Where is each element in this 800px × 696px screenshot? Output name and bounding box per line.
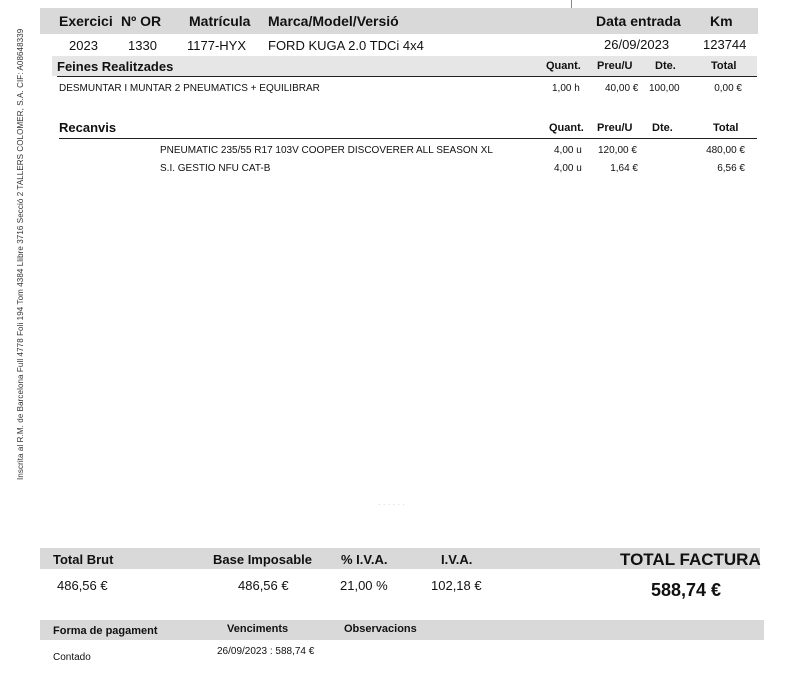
feines-row-quant: 1,00 h <box>552 83 580 94</box>
value-nor: 1330 <box>128 38 157 53</box>
label-forma-pagament: Forma de pagament <box>53 625 158 637</box>
label-matricula: Matrícula <box>189 13 251 29</box>
value-venciments: 26/09/2023 : 588,74 € <box>217 646 315 657</box>
label-marca: Marca/Model/Versió <box>268 13 399 29</box>
feines-row-total: 0,00 € <box>714 83 742 94</box>
feines-row-desc: DESMUNTAR I MUNTAR 2 PNEUMATICS + EQUILIBRAR <box>59 83 320 94</box>
label-observacions: Observacions <box>344 623 417 635</box>
label-iva: I.V.A. <box>441 552 473 567</box>
recanvis-row-preu: 120,00 € <box>598 145 637 156</box>
feines-col-preu: Preu/U <box>597 60 633 72</box>
label-nor: Nº OR <box>121 13 162 29</box>
value-km: 123744 <box>703 37 747 52</box>
label-total-factura: TOTAL FACTURA <box>620 550 761 569</box>
value-marca: FORD KUGA 2.0 TDCi 4x4 <box>268 38 424 53</box>
value-total-factura: 588,74 € <box>651 580 722 600</box>
registry-side-text: Inscrita al R.M. de Barcelona Full 4778 Foli 194 Tom 4384 Llibre 3716 Secció 2 TALLERS COLOMER, S.A. CIF: A08648339 <box>16 28 25 480</box>
label-base-imposable: Base Imposable <box>213 552 312 567</box>
value-total-brut: 486,56 € <box>57 578 108 593</box>
label-percent-iva: % I.V.A. <box>341 552 388 567</box>
recanvis-row-quant: 4,00 u <box>554 163 582 174</box>
recanvis-row-quant: 4,00 u <box>554 145 582 156</box>
label-data-entrada: Data entrada <box>596 13 681 29</box>
feines-col-quant: Quant. <box>546 60 581 72</box>
feines-col-total: Total <box>711 60 737 72</box>
value-data-entrada: 26/09/2023 <box>604 37 670 52</box>
value-matricula: 1177-HYX <box>187 38 247 53</box>
recanvis-col-total: Total <box>713 122 739 134</box>
recanvis-divider <box>59 138 757 139</box>
recanvis-row-total: 480,00 € <box>706 145 745 156</box>
recanvis-row-preu: 1,64 € <box>610 163 638 174</box>
recanvis-row-total: 6,56 € <box>717 163 745 174</box>
feines-divider <box>57 76 757 77</box>
recanvis-title: Recanvis <box>59 120 117 135</box>
recanvis-col-preu: Preu/U <box>597 122 633 134</box>
value-forma-pagament: Contado <box>53 652 91 663</box>
feines-row-preu: 40,00 € <box>605 83 639 94</box>
label-total-brut: Total Brut <box>53 552 114 567</box>
scan-artifact: · · · · · · <box>378 500 406 509</box>
recanvis-col-dte: Dte. <box>652 122 673 134</box>
label-exercici: Exercici <box>59 13 113 29</box>
value-base-imposable: 486,56 € <box>238 578 289 593</box>
recanvis-row-desc: PNEUMATIC 235/55 R17 103V COOPER DISCOVERER ALL SEASON XL <box>160 145 493 156</box>
value-exercici: 2023 <box>69 38 98 53</box>
recanvis-col-quant: Quant. <box>549 122 584 134</box>
top-right-line <box>571 0 572 8</box>
feines-row-dte: 100,00 <box>649 83 680 94</box>
label-km: Km <box>710 13 733 29</box>
recanvis-row-desc: S.I. GESTIO NFU CAT-B <box>160 163 271 174</box>
feines-title: Feines Realitzades <box>57 59 174 74</box>
label-venciments: Venciments <box>227 623 289 635</box>
feines-col-dte: Dte. <box>655 60 676 72</box>
value-percent-iva: 21,00 % <box>340 578 388 593</box>
value-iva: 102,18 € <box>431 578 482 593</box>
